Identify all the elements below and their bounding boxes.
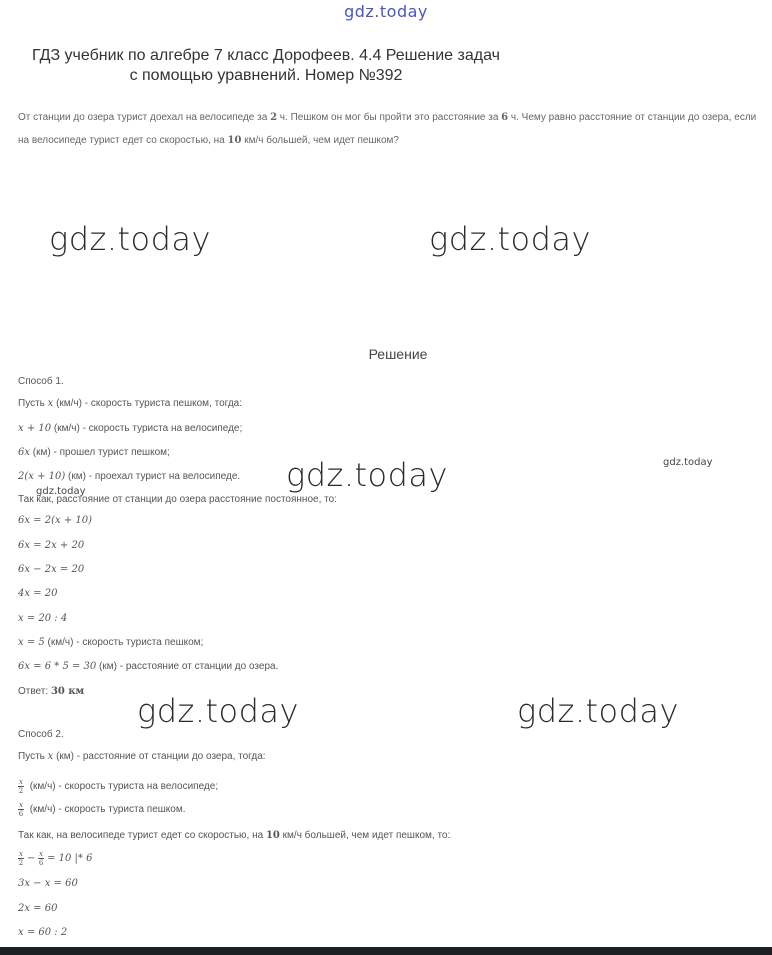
watermark: gdz.today [517,692,679,730]
bottom-bar [0,947,772,955]
watermark: gdz.today [286,456,448,494]
problem-text: км/ч большей, чем идет пешком? [241,135,399,146]
solution-line: 6x = 6 * 5 = 30 (км) - расстояние от станции до озера. [18,661,279,672]
equation: x = 20 : 4 [18,613,68,624]
equation: 3x − x = 60 [18,878,78,889]
title-line-1: ГДЗ учебник по алгебре 7 класс Дорофеев. 4.4 Решение задач [32,47,500,64]
fraction: $\frac{x}{2}$ [18,850,24,867]
equation: 6x − 2x = 20 [18,564,85,575]
fraction: $\frac{x}{6}$ [38,850,44,867]
equation: 6x = 2x + 20 [18,540,85,551]
equation: $\frac{x}{2}$ − $\frac{x}{6}$ = 10 |* 6 [18,850,93,867]
solution-line: 6x (км) - прошел турист пешком; [18,447,170,458]
solution-line: Пусть x (км/ч) - скорость туриста пешком, тогда: [18,398,243,409]
equation: 2x = 60 [18,903,58,914]
method-1-label: Способ 1. [18,376,64,387]
solution-line: $\frac{x}{6}$ (км/ч) - скорость туриста пешком. [18,801,186,818]
solution-line: Пусть x (км) - расстояние от станции до озера, тогда: [18,751,266,762]
solution-line: Так как, на велосипеде турист едет со скоростью, на 10 км/ч большей, чем идет пешком, то: [18,830,451,841]
solution-line: $\frac{x}{2}$ (км/ч) - скорость туриста на велосипеде; [18,778,219,795]
watermark-small: gdz.today [36,486,86,497]
page-title [0,46,532,86]
watermark-small: gdz.today [663,457,713,468]
site-logo[interactable]: gdz.today [344,2,428,21]
method-2-label: Способ 2. [18,729,64,740]
solution-heading: Решение [368,346,428,362]
watermark: gdz.today [49,220,211,258]
equation: 6x = 2(x + 10) [18,515,93,526]
solution-line: 2(x + 10) (км) - проехал турист на велосипеде. [18,471,241,482]
problem-number: 2 [270,112,278,123]
watermark: gdz.today [137,692,299,730]
solution-line: Так как, расстояние от станции до озера расстояние постоянное, то: [18,494,337,505]
equation: 4x = 20 [18,588,58,599]
problem-text: От станции до озера турист доехал на велосипеде за [18,112,271,123]
watermark: gdz.today [429,220,591,258]
fraction: $\frac{x}{2}$ [18,778,24,795]
solution-line: x + 10 (км/ч) - скорость туриста на велосипеде; [18,423,243,434]
problem-text: ч. Пешком он мог бы пройти это расстояние за [277,112,502,123]
solution-line: x = 5 (км/ч) - скорость туриста пешком; [18,637,204,648]
problem-number: 6 [501,112,509,123]
equation: x = 60 : 2 [18,927,68,938]
problem-number: 10 [227,135,242,146]
title-line-2: с помощью уравнений. Номер №392 [129,67,403,84]
fraction: $\frac{x}{6}$ [18,801,24,818]
problem-statement [18,106,763,152]
answer: Ответ: 30 км [18,686,85,697]
problem-text: ч. Чему равно расстояние от станции до озера, если на велосипеде турист едет со скоростью, на [18,112,757,146]
